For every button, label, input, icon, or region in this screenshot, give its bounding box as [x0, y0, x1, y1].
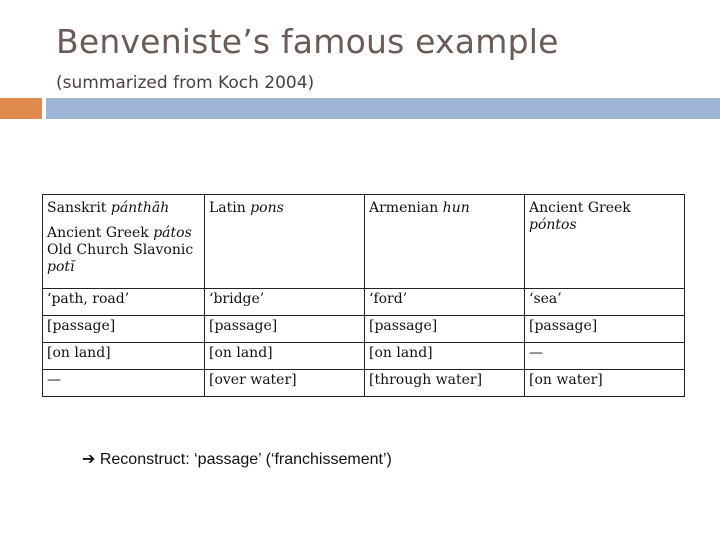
table-row: [43, 370, 685, 397]
table-cell: ‘bridge’: [205, 289, 365, 316]
table-cell: [through water]: [365, 370, 525, 397]
table-cell: —: [525, 343, 685, 370]
table-row: [43, 343, 685, 370]
table-cell: ‘ford’: [365, 289, 525, 316]
header-line: Old Church Slavonic: [47, 242, 194, 258]
accent-bar-orange: [0, 98, 42, 119]
reconstruction-text: Reconstruct: ‘passage’ (‘franchissement’): [95, 451, 392, 468]
table-cell: [passage]: [205, 316, 365, 343]
table-cell: [on land]: [43, 343, 205, 370]
header-line: potĭ: [47, 259, 75, 275]
table-row: [43, 316, 685, 343]
header-cell-armenian: Armenian hun: [365, 195, 525, 289]
table-cell: ‘sea’: [525, 289, 685, 316]
header-line: Ancient Greek pátos: [47, 225, 192, 241]
table-cell: [passage]: [525, 316, 685, 343]
header-cell-ancient-greek: Ancient Greek póntos: [525, 195, 685, 289]
cognates-table: [42, 194, 685, 397]
table-cell: [passage]: [43, 316, 205, 343]
slide-subtitle: (summarized from Koch 2004): [56, 73, 315, 93]
header-cell-latin: Latin pons: [205, 195, 365, 289]
arrow-right-icon: ➔: [82, 451, 96, 468]
table-cell: —: [43, 370, 205, 397]
slide-title: Benveniste’s famous example: [56, 22, 559, 61]
header-cell-sanskrit-group: [43, 195, 205, 289]
accent-bar-blue: [46, 98, 720, 119]
table-cell: [passage]: [365, 316, 525, 343]
table-cell: [over water]: [205, 370, 365, 397]
reconstruction-note: [82, 449, 392, 469]
table-cell: [on land]: [365, 343, 525, 370]
table-header-row: [43, 195, 685, 289]
header-line: Sanskrit pánthāh: [47, 200, 170, 216]
table-cell: ‘path, road’: [43, 289, 205, 316]
table-row: [43, 289, 685, 316]
table-cell: [on water]: [525, 370, 685, 397]
table-cell: [on land]: [205, 343, 365, 370]
